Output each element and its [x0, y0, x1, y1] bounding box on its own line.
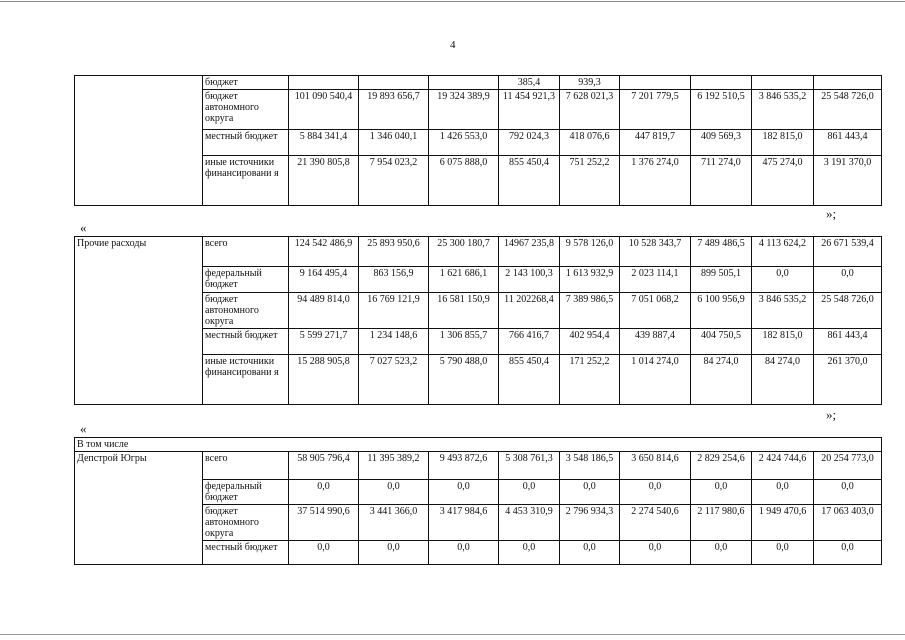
amount-cell: 84 274,0 — [691, 355, 752, 405]
section-title: В том числе — [75, 438, 882, 452]
table-row — [75, 452, 882, 480]
amount-cell: 7 954 023,2 — [359, 156, 429, 206]
amount-cell: 1 346 040,1 — [359, 130, 429, 156]
other-expenses-table — [74, 236, 882, 405]
amount-cell: 0,0 — [560, 480, 620, 505]
expense-name-cell — [75, 76, 203, 206]
amount-cell: 0,0 — [429, 541, 499, 565]
amount-cell: 16 581 150,9 — [429, 293, 499, 329]
amount-cell: 16 769 121,9 — [359, 293, 429, 329]
depstroy-table — [74, 437, 882, 565]
funding-source-cell: бюджет автономного округа — [203, 90, 289, 130]
amount-cell: 7 027 523,2 — [359, 355, 429, 405]
amount-cell: 0,0 — [691, 541, 752, 565]
amount-cell — [752, 76, 814, 90]
funding-source-cell: местный бюджет — [203, 329, 289, 355]
opening-quote: « — [80, 220, 87, 235]
page-bottom-edge — [0, 634, 905, 635]
amount-cell: 447 819,7 — [620, 130, 691, 156]
amount-cell: 855 450,4 — [499, 156, 560, 206]
amount-cell: 1 613 932,9 — [560, 267, 620, 293]
amount-cell: 751 252,2 — [560, 156, 620, 206]
amount-cell: 1 234 148,6 — [359, 329, 429, 355]
amount-cell: 1 306 855,7 — [429, 329, 499, 355]
page-top-edge — [0, 1, 905, 2]
amount-cell: 25 548 726,0 — [814, 293, 882, 329]
amount-cell: 3 846 535,2 — [752, 293, 814, 329]
amount-cell: 26 671 539,4 — [814, 237, 882, 267]
amount-cell: 1 426 553,0 — [429, 130, 499, 156]
amount-cell: 0,0 — [560, 541, 620, 565]
funding-source-cell: всего — [203, 452, 289, 480]
amount-cell — [814, 76, 882, 90]
budget-table-continuation — [74, 75, 882, 206]
amount-cell: 9 164 495,4 — [289, 267, 359, 293]
amount-cell: 0,0 — [752, 541, 814, 565]
amount-cell: 25 893 950,6 — [359, 237, 429, 267]
amount-cell: 711 274,0 — [691, 156, 752, 206]
amount-cell: 0,0 — [691, 480, 752, 505]
amount-cell: 385,4 — [499, 76, 560, 90]
amount-cell: 863 156,9 — [359, 267, 429, 293]
amount-cell: 3 417 984,6 — [429, 505, 499, 541]
amount-cell: 9 578 126,0 — [560, 237, 620, 267]
funding-source-cell: бюджет автономного округа — [203, 505, 289, 541]
amount-cell: 3 191 370,0 — [814, 156, 882, 206]
amount-cell: 899 505,1 — [691, 267, 752, 293]
amount-cell: 19 893 656,7 — [359, 90, 429, 130]
amount-cell: 409 569,3 — [691, 130, 752, 156]
funding-source-cell: всего — [203, 237, 289, 267]
table-row — [75, 76, 882, 90]
amount-cell: 3 441 366,0 — [359, 505, 429, 541]
amount-cell: 25 548 726,0 — [814, 90, 882, 130]
amount-cell: 3 650 814,6 — [620, 452, 691, 480]
amount-cell: 182 815,0 — [752, 130, 814, 156]
amount-cell — [691, 76, 752, 90]
amount-cell: 5 308 761,3 — [499, 452, 560, 480]
amount-cell: 171 252,2 — [560, 355, 620, 405]
amount-cell: 861 443,4 — [814, 130, 882, 156]
amount-cell — [620, 76, 691, 90]
amount-cell: 0,0 — [752, 480, 814, 505]
amount-cell: 124 542 486,9 — [289, 237, 359, 267]
funding-source-cell: местный бюджет — [203, 541, 289, 565]
amount-cell: 3 846 535,2 — [752, 90, 814, 130]
amount-cell: 0,0 — [289, 541, 359, 565]
amount-cell: 1 621 686,1 — [429, 267, 499, 293]
amount-cell: 84 274,0 — [752, 355, 814, 405]
amount-cell: 402 954,4 — [560, 329, 620, 355]
amount-cell: 7 051 068,2 — [620, 293, 691, 329]
funding-source-cell: федеральный бюджет — [203, 480, 289, 505]
amount-cell: 37 514 990,6 — [289, 505, 359, 541]
amount-cell: 15 288 905,8 — [289, 355, 359, 405]
expense-name-cell: Депстрой Югры — [75, 452, 203, 565]
amount-cell: 0,0 — [620, 541, 691, 565]
amount-cell: 7 489 486,5 — [691, 237, 752, 267]
amount-cell: 939,3 — [560, 76, 620, 90]
table-row — [75, 237, 882, 267]
amount-cell: 2 143 100,3 — [499, 267, 560, 293]
funding-source-cell: бюджет автономного округа — [203, 293, 289, 329]
amount-cell: 0,0 — [752, 267, 814, 293]
amount-cell — [289, 76, 359, 90]
amount-cell: 2 424 744,6 — [752, 452, 814, 480]
amount-cell: 7 628 021,3 — [560, 90, 620, 130]
amount-cell: 0,0 — [814, 480, 882, 505]
amount-cell: 404 750,5 — [691, 329, 752, 355]
funding-source-cell: иные источники финансировани я — [203, 355, 289, 405]
amount-cell: 101 090 540,4 — [289, 90, 359, 130]
amount-cell: 3 548 186,5 — [560, 452, 620, 480]
amount-cell: 0,0 — [814, 541, 882, 565]
section-row — [75, 438, 882, 452]
amount-cell: 20 254 773,0 — [814, 452, 882, 480]
amount-cell: 0,0 — [359, 541, 429, 565]
amount-cell — [359, 76, 429, 90]
amount-cell: 25 300 180,7 — [429, 237, 499, 267]
amount-cell: 2 023 114,1 — [620, 267, 691, 293]
amount-cell: 10 528 343,7 — [620, 237, 691, 267]
expense-name-cell: Прочие расходы — [75, 237, 203, 405]
amount-cell: 19 324 389,9 — [429, 90, 499, 130]
amount-cell: 2 274 540,6 — [620, 505, 691, 541]
amount-cell: 11 454 921,3 — [499, 90, 560, 130]
amount-cell: 2 829 254,6 — [691, 452, 752, 480]
amount-cell: 475 274,0 — [752, 156, 814, 206]
funding-source-cell: бюджет — [203, 76, 289, 90]
amount-cell: 17 063 403,0 — [814, 505, 882, 541]
amount-cell: 94 489 814,0 — [289, 293, 359, 329]
amount-cell: 1 014 274,0 — [620, 355, 691, 405]
amount-cell: 7 201 779,5 — [620, 90, 691, 130]
amount-cell: 9 493 872,6 — [429, 452, 499, 480]
amount-cell: 0,0 — [429, 480, 499, 505]
amount-cell: 5 884 341,4 — [289, 130, 359, 156]
amount-cell: 0,0 — [620, 480, 691, 505]
amount-cell: 261 370,0 — [814, 355, 882, 405]
amount-cell: 7 389 986,5 — [560, 293, 620, 329]
amount-cell: 0,0 — [289, 480, 359, 505]
amount-cell: 855 450,4 — [499, 355, 560, 405]
amount-cell: 1 376 274,0 — [620, 156, 691, 206]
amount-cell — [429, 76, 499, 90]
opening-quote-2: « — [80, 421, 87, 436]
amount-cell: 792 024,3 — [499, 130, 560, 156]
amount-cell: 418 076,6 — [560, 130, 620, 156]
amount-cell: 0,0 — [499, 541, 560, 565]
amount-cell: 58 905 796,4 — [289, 452, 359, 480]
amount-cell: 6 075 888,0 — [429, 156, 499, 206]
amount-cell: 2 796 934,3 — [560, 505, 620, 541]
amount-cell: 766 416,7 — [499, 329, 560, 355]
amount-cell: 5 790 488,0 — [429, 355, 499, 405]
amount-cell: 1 949 470,6 — [752, 505, 814, 541]
page-number: 4 — [450, 39, 456, 51]
funding-source-cell: местный бюджет — [203, 130, 289, 156]
amount-cell: 861 443,4 — [814, 329, 882, 355]
amount-cell: 4 113 624,2 — [752, 237, 814, 267]
amount-cell: 6 100 956,9 — [691, 293, 752, 329]
amount-cell: 4 453 310,9 — [499, 505, 560, 541]
amount-cell: 14967 235,8 — [499, 237, 560, 267]
amount-cell: 0,0 — [499, 480, 560, 505]
funding-source-cell: федеральный бюджет — [203, 267, 289, 293]
amount-cell: 5 599 271,7 — [289, 329, 359, 355]
amount-cell: 2 117 980,6 — [691, 505, 752, 541]
amount-cell: 0,0 — [814, 267, 882, 293]
amount-cell: 0,0 — [359, 480, 429, 505]
amount-cell: 182 815,0 — [752, 329, 814, 355]
amount-cell: 11 395 389,2 — [359, 452, 429, 480]
closing-quote-2: »; — [826, 407, 837, 422]
amount-cell: 11 202268,4 — [499, 293, 560, 329]
closing-quote: »; — [826, 206, 837, 221]
amount-cell: 21 390 805,8 — [289, 156, 359, 206]
amount-cell: 6 192 510,5 — [691, 90, 752, 130]
funding-source-cell: иные источники финансировани я — [203, 156, 289, 206]
amount-cell: 439 887,4 — [620, 329, 691, 355]
